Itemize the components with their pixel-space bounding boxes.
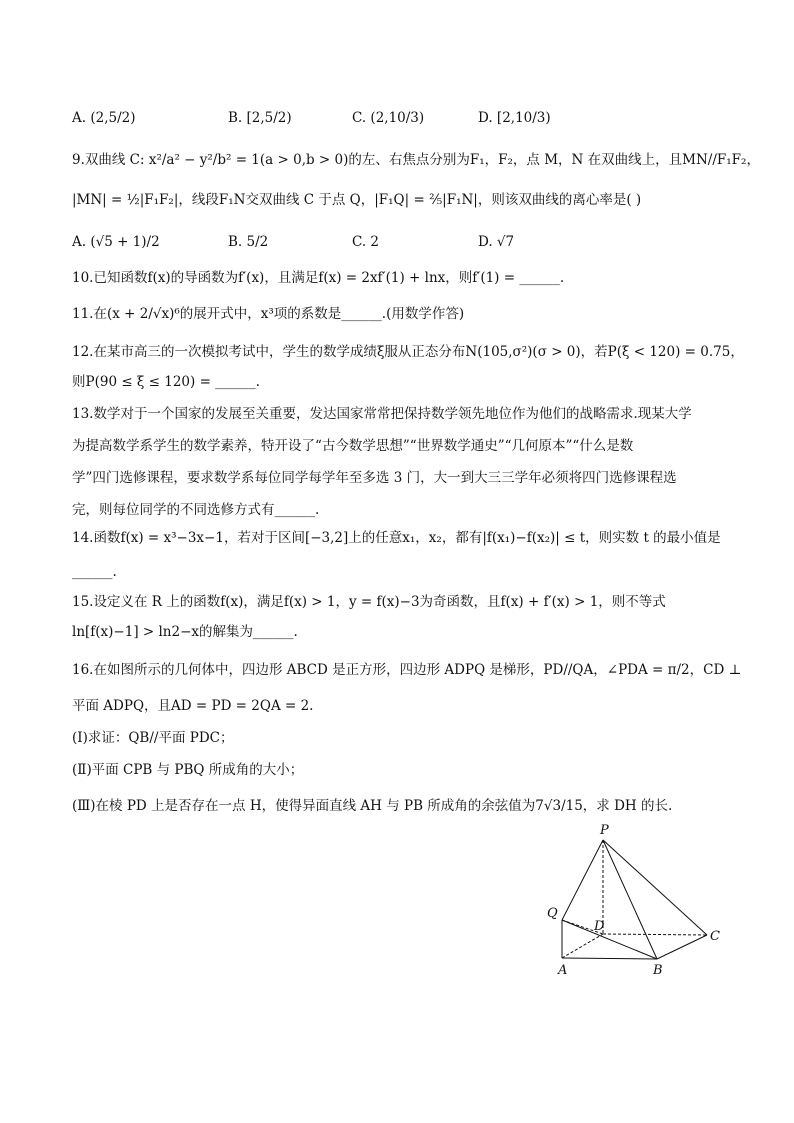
q9-option-d: D. √7 bbox=[478, 234, 515, 250]
q14-line-2: ______. bbox=[72, 564, 117, 580]
q16-part-1: (Ⅰ)求证：QB//平面 PDC； bbox=[72, 730, 234, 746]
q8-option-d: D. [2,10/3) bbox=[478, 110, 551, 126]
label-d: D bbox=[594, 919, 605, 934]
q13-line-4: 完，则每位同学的不同选修方式有______. bbox=[72, 502, 320, 518]
edge-qb bbox=[562, 920, 657, 959]
q9-line-2: |MN| = ½|F₁F₂|，线段F₁N交双曲线 C 于点 Q，|F₁Q| = ⅖|F₁N|，则该双曲线的离心率是( ) bbox=[72, 192, 642, 208]
edge-pc bbox=[603, 840, 707, 935]
q16-part-3: (Ⅲ)在棱 PD 上是否存在一点 H，使得异面直线 AH 与 PB 所成角的余弦值为7√3/15，求 DH 的长. bbox=[72, 798, 673, 814]
q13-line-2: 为提高数学系学生的数学素养，特开设了“古今数学思想”“世界数学通史”“几何原本”“什么是数 bbox=[72, 438, 634, 454]
q12-line-2: 则P(90 ≤ ξ ≤ 120) = ______. bbox=[72, 374, 260, 390]
edge-dc bbox=[603, 934, 707, 935]
edge-pq bbox=[562, 840, 603, 920]
q9-option-c: C. 2 bbox=[352, 234, 380, 250]
q16-line-1: 16.在如图所示的几何体中，四边形 ABCD 是正方形，四边形 ADPQ 是梯形，PD//QA，∠PDA = π/2，CD ⊥ bbox=[72, 662, 742, 678]
geometry-figure bbox=[540, 820, 740, 980]
q13-line-1: 13.数学对于一个国家的发展至关重要，发达国家常常把保持数学领先地位作为他们的战略需求.现某大学 bbox=[72, 406, 692, 422]
label-p: P bbox=[600, 823, 609, 838]
q9-option-b: B. 5/2 bbox=[228, 234, 269, 250]
q15-line-2: ln[f(x)−1] > ln2−x的解集为______. bbox=[72, 624, 298, 640]
q8-option-b: B. [2,5/2) bbox=[228, 110, 292, 126]
q8-option-c: C. (2,10/3) bbox=[352, 110, 425, 126]
edge-bc bbox=[657, 935, 707, 959]
edge-ab bbox=[562, 958, 657, 959]
label-q: Q bbox=[547, 906, 558, 921]
q16-part-2: (Ⅱ)平面 CPB 与 PBQ 所成角的大小； bbox=[72, 762, 304, 778]
q8-option-a: A. (2,5/2) bbox=[72, 110, 136, 126]
label-b: B bbox=[653, 963, 663, 978]
q11-text: 11.在(x + 2/√x)⁶的展开式中，x³项的系数是______.(用数学作答) bbox=[72, 306, 465, 322]
q16-line-2: 平面 ADPQ，且AD = PD = 2QA = 2. bbox=[72, 698, 314, 714]
label-c: C bbox=[710, 929, 720, 944]
q9-option-a: A. (√5 + 1)/2 bbox=[72, 234, 160, 250]
edge-pb bbox=[603, 840, 657, 959]
q10-text: 10.已知函数f(x)的导函数为f′(x)，且满足f(x) = 2xf′(1) + lnx，则f′(1) = ______. bbox=[72, 270, 565, 286]
edge-ad bbox=[562, 934, 603, 958]
q9-line-1: 9.双曲线 C: x²/a² − y²/b² = 1(a > 0,b > 0)的左、右焦点分别为F₁，F₂，点 M，N 在双曲线上，且MN//F₁F₂， bbox=[72, 152, 760, 168]
q14-line-1: 14.函数f(x) = x³−3x−1，若对于区间[−3,2]上的任意x₁，x₂，都有|f(x₁)−f(x₂)| ≤ t，则实数 t 的最小值是 bbox=[72, 530, 721, 546]
q13-line-3: 学”四门选修课程，要求数学系每位同学每学年至多选 3 门，大一到大三三学年必须将四门选修课程选 bbox=[72, 470, 677, 486]
q12-line-1: 12.在某市高三的一次模拟考试中，学生的数学成绩ξ服从正态分布N(105,σ²)(σ > 0)，若P(ξ < 120) = 0.75， bbox=[72, 344, 744, 360]
label-a: A bbox=[558, 963, 568, 978]
q15-line-1: 15.设定义在 R 上的函数f(x)，满足f(x) > 1，y = f(x)−3为奇函数，且f(x) + f′(x) > 1，则不等式 bbox=[72, 594, 666, 610]
